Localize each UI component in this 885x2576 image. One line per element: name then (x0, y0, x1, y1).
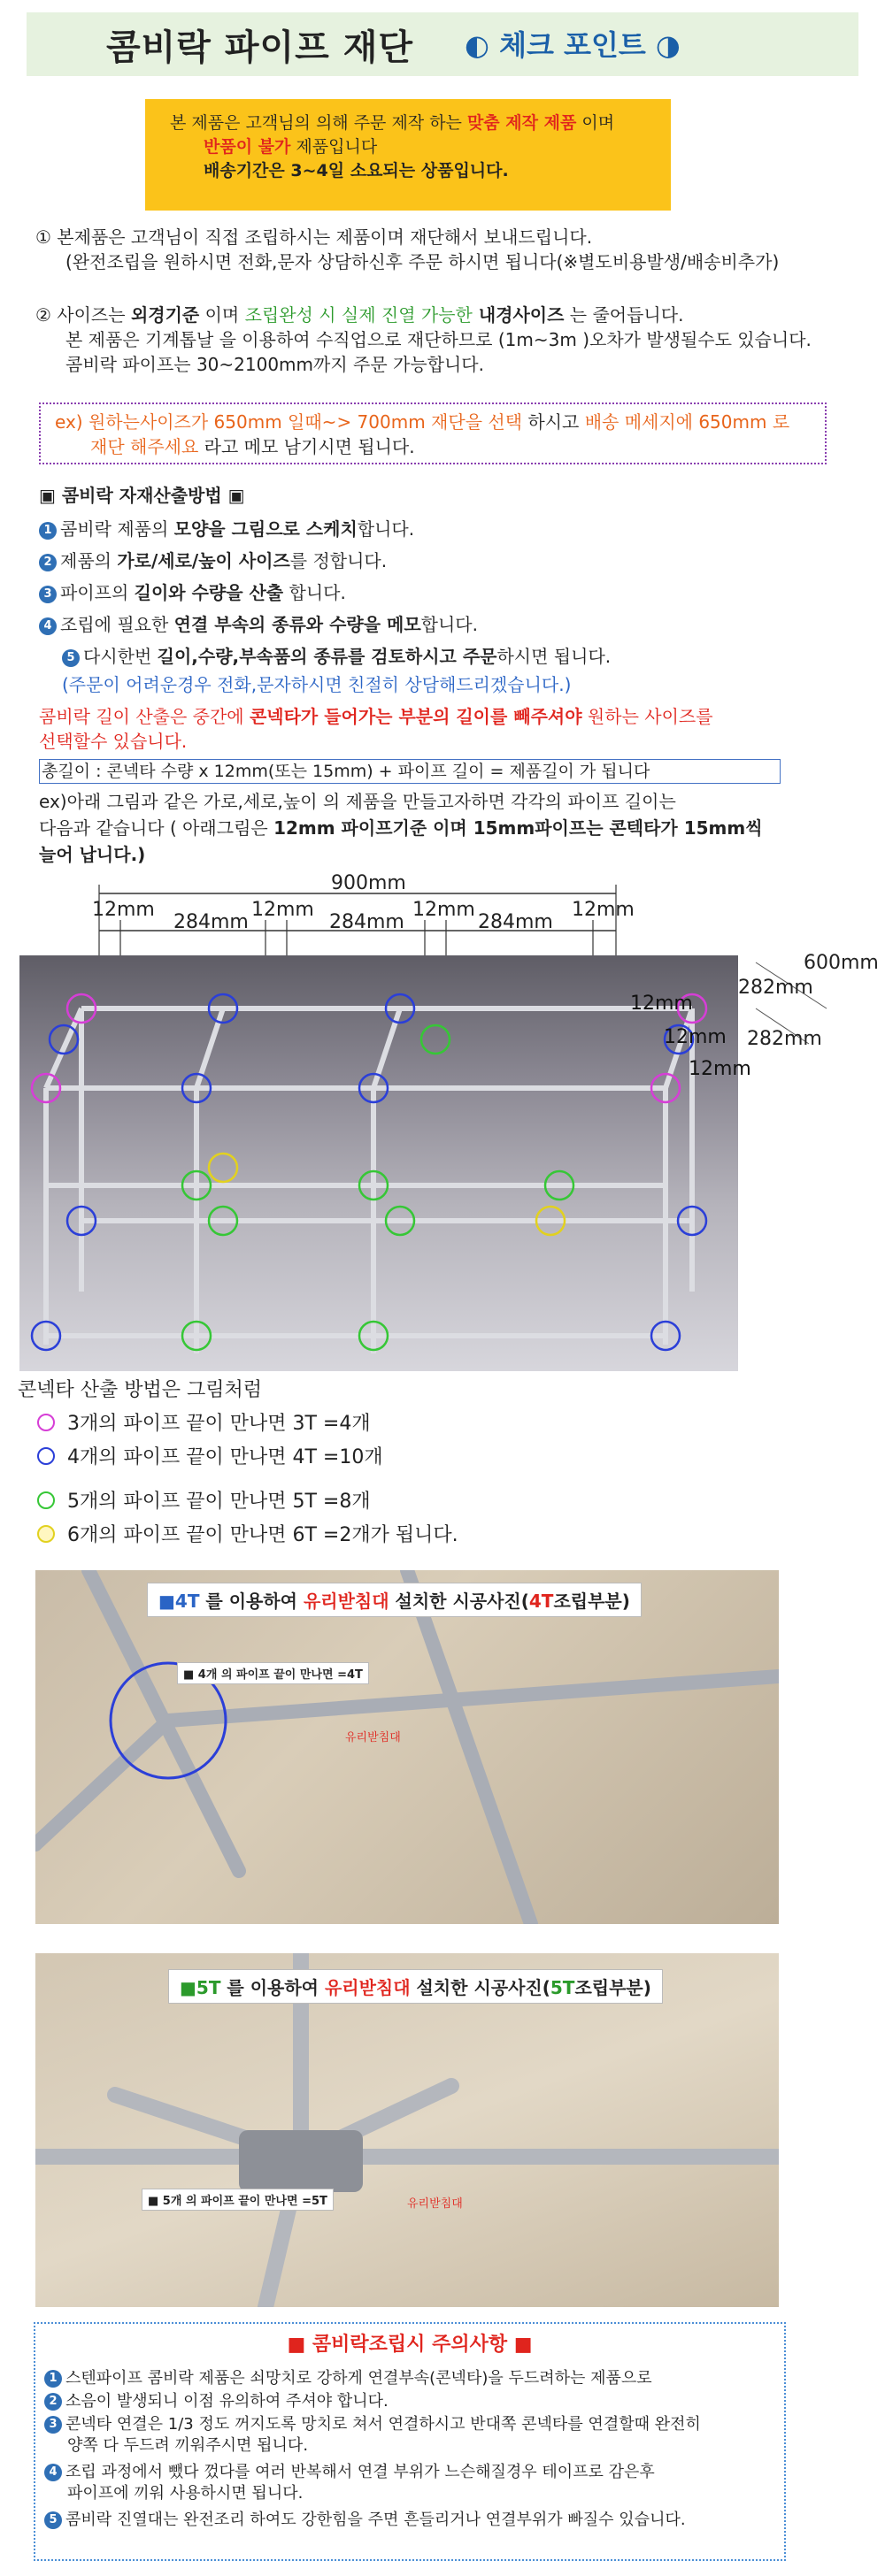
info-2c: 콤비락 파이프는 30~2100mm까지 주문 가능합니다. (65, 354, 484, 375)
method-heading: ▣ 콤비락 자재산출방법 ▣ (39, 485, 245, 506)
method-example-2: 다음과 같습니다 ( 아래그림은 12mm 파이프기준 이며 15mm파이프는 콘텍타가 15mm씩 (39, 817, 763, 839)
dim-pipe-1: 284mm (173, 911, 249, 933)
rack-illustration (19, 955, 738, 1371)
dim-total: 900mm (331, 872, 406, 894)
notice-line-3: 배송기간은 3~4일 소요되는 상품입니다. (204, 161, 509, 180)
page-title: 콤비락 파이프 재단 (106, 27, 413, 68)
depth-dimension-lines (738, 955, 885, 1079)
assembly-caution-box (34, 2322, 786, 2561)
photo-5t-glass-label: 유리받침대 (407, 2197, 463, 2211)
example-box: ex) 원하는사이즈가 650mm 일때~> 700mm 재단을 선택 하시고 배송 메세지에 650mm 로 재단 해주세요 라고 메모 남기시면 됩니다. (39, 402, 827, 464)
legend-title: 콘넥타 산출 방법은 그림처럼 (18, 1379, 263, 1401)
order-notice-box (145, 99, 671, 211)
dim-depth-connector-3: 12mm (689, 1058, 751, 1080)
legend-4t: 4개의 파이프 끝이 만나면 4T =10개 (37, 1442, 383, 1469)
caution-2: 2 소음이 발생되니 이점 유의하여 주셔야 합니다. (44, 2391, 389, 2412)
notice-line-2: 반품이 불가 제품입니다 (204, 137, 378, 157)
caution-4: 4 조립 과정에서 뺐다 껐다를 여러 반복해서 연결 부위가 느슨해질경우 테이프로 감은후 (44, 2462, 655, 2483)
dim-pipe-3: 284mm (478, 911, 553, 933)
dimension-diagram (0, 872, 885, 955)
install-photo-5t (35, 1953, 779, 2307)
dim-depth-connector-1: 12mm (630, 993, 693, 1015)
photo-4t-caption: ■4T 를 이용하여 유리받침대 설치한 시공사진(4T조립부분) (147, 1583, 642, 1617)
caution-4b: 파이프에 끼워 사용하시면 됩니다. (67, 2484, 304, 2503)
photo-4t-glass-label: 유리받침대 (345, 1731, 401, 1744)
yellow-circle-icon (37, 1525, 55, 1543)
depth-dimension-area (738, 952, 885, 1079)
dim-pipe-2: 284mm (329, 911, 404, 933)
notice-line-1: 본 제품은 고객님의 의해 주문 제작 하는 맞춤 제작 제품 이며 (170, 113, 615, 133)
caution-3: 3 콘넥타 연결은 1/3 정도 꺼지도록 망치로 쳐서 연결하시고 반대쪽 콘넥타를 연결할때 완전히 (44, 2414, 701, 2435)
magenta-circle-icon (37, 1414, 55, 1431)
dim-depth-total: 600mm (804, 952, 879, 974)
photo-4t-note: ■ 4개 의 파이프 끝이 만나면 =4T (177, 1662, 369, 1684)
caution-5: 5 콤비락 진열대는 완전조리 하여도 강한힘을 주면 흔들리거나 연결부위가 빠질수 있습니다. (44, 2510, 686, 2531)
install-photo-4t (35, 1570, 779, 1924)
check-point-label: ◐ 체크 포인트 ◑ (465, 28, 681, 62)
method-step-1: 1 콤비락 제품의 모양을 그림으로 스케치합니다. (39, 517, 414, 541)
blue-circle-icon (37, 1447, 55, 1465)
dim-depth-connector-2: 12mm (664, 1026, 727, 1048)
photo-5t-caption: ■5T 를 이용하여 유리받침대 설치한 시공사진(5T조립부분) (168, 1969, 663, 2004)
pipe-illustration-4t (35, 1570, 779, 1924)
dim-depth-pipe-2: 282mm (747, 1028, 822, 1050)
info-2b: 본 제품은 기계톱날 을 이용하여 수직업으로 재단하므로 (1m~3m )오차가 발생될수도 있습니다. (65, 329, 812, 350)
dim-connector-4: 12mm (572, 899, 635, 921)
rack-photo (19, 955, 738, 1371)
photo-5t-note: ■ 5개 의 파이프 끝이 만나면 =5T (142, 2189, 334, 2211)
caution-3b: 양쪽 다 두드려 끼워주시면 됩니다. (67, 2436, 309, 2455)
method-example-3: 늘어 납니다.) (39, 844, 146, 865)
caution-title: ■ 콤비락조립시 주의사항 ■ (287, 2334, 533, 2356)
method-step-4: 4 조립에 필요한 연결 부속의 종류와 수량을 메모합니다. (39, 612, 478, 637)
method-rule-2: 선택할수 있습니다. (39, 731, 188, 752)
dim-connector-1: 12mm (92, 899, 155, 921)
pipe-illustration-5t (35, 1953, 779, 2307)
info-1b: (완전조립을 원하시면 전화,문자 상담하신후 주문 하시면 됩니다(※별도비용발생/배송비추가) (65, 251, 780, 272)
method-rule-1: 콤비락 길이 산출은 중간에 콘넥타가 들어가는 부분의 길이를 빼주셔야 원하는 사이즈를 (39, 706, 713, 727)
method-step-5: 5 다시한번 길이,수량,부속품의 종류를 검토하시고 주문하시면 됩니다. (62, 644, 611, 669)
method-step-5-note: (주문이 어려운경우 전화,문자하시면 친절히 상담해드리겠습니다.) (62, 674, 572, 695)
page-header (0, 0, 885, 85)
legend-6t: 6개의 파이프 끝이 만나면 6T =2개가 됩니다. (37, 1520, 458, 1547)
length-formula: 총길이 : 콘넥타 수량 x 12mm(또는 15mm) + 파이프 길이 = 제품길이 가 됩니다 (39, 759, 781, 784)
method-example-1: ex)아래 그림과 같은 가로,세로,높이 의 제품을 만들고자하면 각각의 파이프 길이는 (39, 791, 676, 812)
dim-connector-2: 12mm (251, 899, 314, 921)
method-step-2: 2 제품의 가로/세로/높이 사이즈를 정합니다. (39, 548, 387, 573)
legend-3t: 3개의 파이프 끝이 만나면 3T =4개 (37, 1408, 371, 1436)
green-circle-icon (37, 1491, 55, 1509)
dim-depth-pipe-1: 282mm (738, 977, 813, 999)
method-step-3: 3 파이프의 길이와 수량을 산출 합니다. (39, 580, 346, 605)
dim-connector-3: 12mm (412, 899, 475, 921)
legend-5t: 5개의 파이프 끝이 만나면 5T =8개 (37, 1486, 371, 1514)
caution-1: 1 스텐파이프 콤비락 제품은 쇠망치로 강하게 연결부속(콘넥타)을 두드려하는 제품으로 (44, 2368, 652, 2389)
info-1a: ① 본제품은 고객님이 직접 조립하시는 제품이며 재단해서 보내드립니다. (35, 226, 593, 248)
info-2a: ② 사이즈는 외경기준 이며 조립완성 시 실제 진열 가능한 내경사이즈 는 줄어듭니다. (35, 304, 684, 326)
